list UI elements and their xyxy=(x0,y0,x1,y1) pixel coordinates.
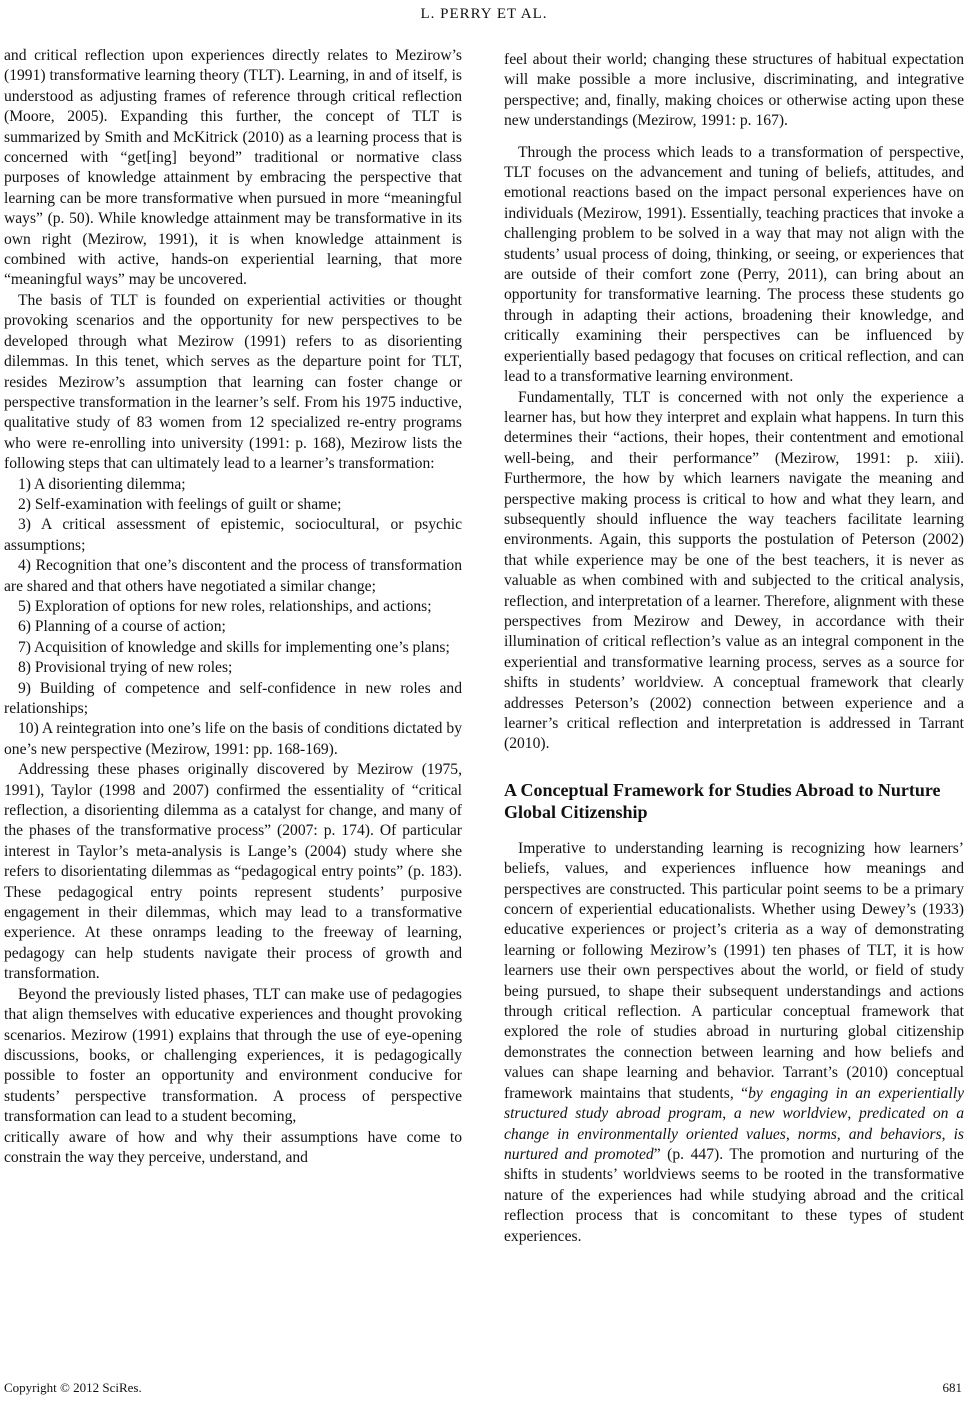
block-quote: critically aware of how and why their assumptions have come to constrain the way they perceive, understand, and xyxy=(4,1128,462,1166)
list-item: 10) A reintegration into one’s life on the basis of conditions dictated by one’s new perspective (Mezirow, 1991: pp. 168-169). xyxy=(4,720,462,758)
italic-run: a new worldview xyxy=(733,1105,848,1123)
text-run: ” (p. 447). The promotion and nurturing of the shifts in students’ worldviews seems to be rooted in the transformative nature of the experiences had while studying abroad and the critical reflection process that is concomitant to these types of student experiences. xyxy=(504,1145,964,1245)
paragraph: Through the process which leads to a transformation of perspective, TLT focuses on the advancement and tuning of beliefs, attitudes, and emotional reactions based on the impact personal experiences have on individuals (Mezirow, 1991). Essentially, teaching practices that invoke a challenging problem to be solved in a way that may not align with the students’ usual process of doing, thinking, or seeing, or experiences that are outside of their comfort zone (Perry, 2011), can bring about an opportunity for transformative learning. The process these students go through in adapting their actions, broadening their knowledge, and critically examining their perspectives can be influenced by experientially based pedagogy that focuses on critical reflection, and can lead to a transformative learning environment. xyxy=(504,143,964,386)
list-item: 6) Planning of a course of action; xyxy=(18,618,226,636)
transformation-steps-list xyxy=(4,475,462,761)
list-item: 8) Provisional trying of new roles; xyxy=(18,659,233,677)
paragraph xyxy=(504,839,964,1247)
page-number: 681 xyxy=(942,1380,962,1395)
text-run: , xyxy=(722,1105,734,1123)
list-item: 1) A disorienting dilemma; xyxy=(18,475,186,493)
copyright-footer: Copyright © 2012 SciRes. xyxy=(4,1380,142,1395)
paragraph: and critical reflection upon experiences directly relates to Mezirow’s (1991) transformative learning theory (TLT). Learning, in and of itself, is understood as adjusting frames of reference through critical reflection (Moore, 2005). Expanding this further, the concept of TLT is summarized by Smith and McKitrick (2010) as a learning process that is concerned with “get[ing] beyond” traditional or normative class purposes of knowledge attainment by embracing the perspective that learning can be more transformative when pursued in more “meaningful ways” (p. 50). While knowledge attainment may be transformative in its own right (Mezirow, 1991), it is when knowledge attainment is combined with active, hands-on experiential learning, that more “meaningful ways” may be uncovered. xyxy=(4,47,462,289)
italic-run: is nurtured and promoted xyxy=(504,1125,964,1163)
list-item: 7) Acquisition of knowledge and skills for implementing one’s plans; xyxy=(18,638,450,656)
text-run: Imperative to understanding learning is recognizing how learners’ beliefs, values, and experiences influence how meanings and perspectives are constructed. This particular point seems to be a primary concern of experiential educationalists. Whether using Dewey’s (1933) educative experiences or project’s criteria as a way of demonstrating learning or following Mezirow’s (1991) ten phases of TLT, it is how learners use their own perspectives about the world, or field of study being pursued, to shape their subsequent understandings and actions through critical reflection. A particular conceptual framework that explored the role of studies abroad in nurturing global citizenship demonstrates the connection between learning and how beliefs and values can shape learning and behavior. Tarrant’s (2010) conceptual framework maintains that students, “ xyxy=(504,839,964,1102)
block-quote: feel about their world; changing these structures of habitual expectation will make possible a more inclusive, discriminating, and integrative perspective; and, finally, making choices or otherwise acting upon these new understandings (Mezirow, 1991: p. 167). xyxy=(504,51,964,130)
list-item: 4) Recognition that one’s discontent and the process of transformation are shared and that others have negotiated a similar change; xyxy=(4,557,462,595)
text-run: , xyxy=(847,1105,859,1123)
paragraph: Fundamentally, TLT is concerned with not only the experience a learner has, but how they interpret and explain what happens. In turn this determines their “actions, their hopes, their contentment and emotional well-being, and their performance” (Mezirow, 1991: p. xiii). Furthermore, the how by which learners navigate the meaning and perspective making process is critical to how and what they learn, and subsequently should influence the way teachers facilitate learning environments. Again, this supports the postulation of Peterson (2002) that while experience may be one of the best teachers, it is never as valuable as when combined with and subjected to the critical analysis, reflection, and interpretation of a learner. Therefore, alignment with these perspectives from Mezirow and Dewey, in accordance with their illumination of critical reflection’s value as an integral component in the experiential and transformative learning process, serves as a source for shifts in students’ worldview. A conceptual framework that clearly addresses Peterson’s (2002) connection between experience and a learner’s critical reflection and interpretation is addressed in Tarrant (2010). xyxy=(504,388,964,753)
paragraph: Addressing these phases originally discovered by Mezirow (1975, 1991), Taylor (1998 and 2007) confirmed the essentiality of “critical reflection, a disorienting dilemma as a catalyst for change, and many of the phases of the transformative process” (2007: p. 174). Of particular interest in Taylor’s meta-analysis is Lange’s (2004) study where she refers to disorientating dilemmas as “pedagogical entry points” (p. 183). These pedagogical entry points represent students’ purposive engagement in their dilemmas, which may lead to a transformative experience. At these onramps leading to the freeway of learning, pedagogy can help students navigate their process of growth and transformation. xyxy=(4,761,462,983)
running-header: L. PERRY ET AL. xyxy=(420,6,548,22)
list-item: 3) A critical assessment of epistemic, sociocultural, or psychic assumptions; xyxy=(4,516,462,554)
italic-run: by engaging in an experientially structured study abroad program xyxy=(504,1084,964,1123)
italic-run: predicated on a change in environmentally oriented values, norms, and behaviors xyxy=(504,1105,965,1143)
list-item: 5) Exploration of options for new roles, relationships, and actions; xyxy=(18,597,432,615)
right-column xyxy=(504,50,964,1247)
paragraph: The basis of TLT is founded on experiential activities or thought provoking scenarios and the opportunity for new perspectives to be developed through what Mezirow (1991) refers to as disorienting dilemmas. In this tenet, which serves as the departure point for TLT, resides Mezirow’s assumption that learning can foster change or perspective transformation in the learner’s self. From his 1975 inductive, qualitative study of 83 women from 12 specialized re-entry programs who were re-enrolling into university (1991: p. 168), Mezirow lists the following steps that can ultimately lead to a learner’s transformation: xyxy=(4,291,462,473)
left-column xyxy=(4,46,462,1168)
section-heading: A Conceptual Framework for Studies Abroad to Nurture Global Citizenship xyxy=(504,779,941,822)
text-run: , xyxy=(941,1125,954,1143)
list-item: 9) Building of competence and self-confidence in new roles and relationships; xyxy=(4,679,462,717)
list-item: 2) Self-examination with feelings of guilt or shame; xyxy=(18,495,342,513)
paragraph: Beyond the previously listed phases, TLT can make use of pedagogies that align themselves with educative experiences and thought provoking scenarios. Mezirow (1991) explains that through the use of eye-opening discussions, books, or challenging experiences, it is pedagogically possible to foster an opportunity and environment conducive for students’ perspective transformation. A process of perspective transformation can lead to a student becoming, xyxy=(4,985,462,1126)
